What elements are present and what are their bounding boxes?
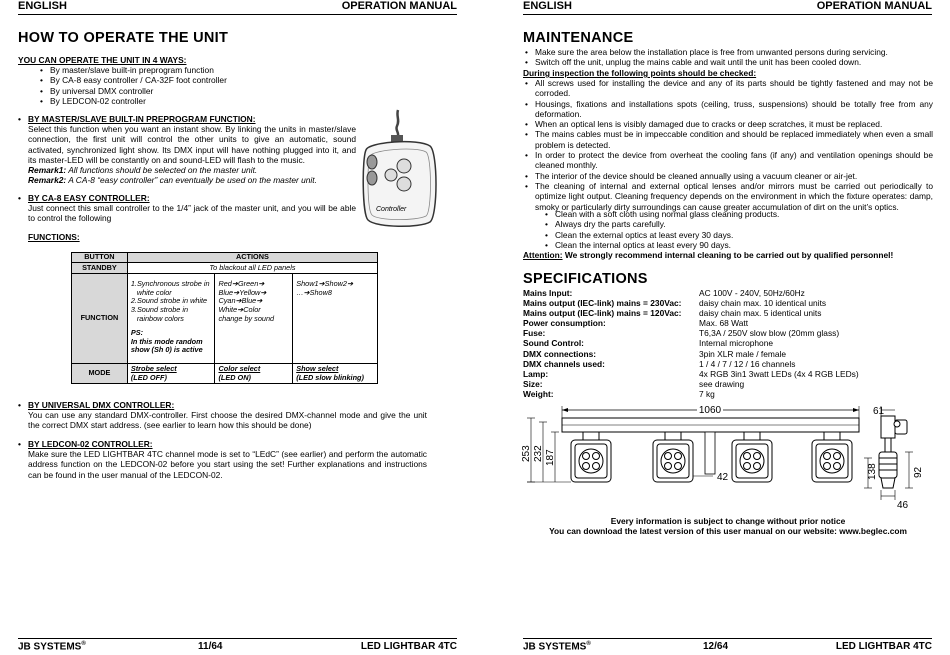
heading-text: BY UNIVERSAL DMX CONTROLLER: (28, 400, 175, 410)
remark-label: Remark2: (28, 175, 67, 186)
mode-strobe-cell (127, 364, 215, 384)
list-item: • Switch off the unit, unplug the mains cable and wait until the unit has been cooled down. (523, 57, 931, 67)
ways-heading: YOU CAN OPERATE THE UNIT IN 4 WAYS: (18, 55, 187, 65)
dim-gap-label: 42 (717, 472, 729, 483)
controller-label: Controller (376, 206, 407, 213)
cell-line: (LED OFF) (130, 372, 167, 382)
remark-text: A CA-8 “easy controller” can eventually be used on the master unit. (66, 175, 317, 186)
specifications-title: SPECIFICATIONS (523, 271, 648, 287)
section-heading-dmx (18, 400, 174, 410)
left-page (0, 0, 475, 654)
cell-line: Show1➔Show2➔ (296, 279, 354, 289)
section-title: MAINTENANCE (523, 30, 634, 46)
cell-line: show (Sh 0) is active (130, 345, 203, 355)
cell-line: In this mode random (130, 336, 203, 346)
table-header-row (72, 253, 378, 263)
cell-line: Red➔Green➔ (218, 279, 265, 289)
spec-row: Weight: 7 kg (523, 388, 715, 399)
show-actions-cell (293, 274, 378, 364)
heading-text: BY MASTER/SLAVE BUILT-IN PREPROGRAM FUNCTION: (28, 114, 256, 124)
header-actions: ACTIONS (127, 253, 377, 263)
section-heading-ledcon (18, 439, 153, 449)
row-label-mode: MODE (72, 364, 128, 384)
cell-line: (LED ON) (218, 372, 251, 382)
spec-row: Size: see drawing (523, 378, 745, 389)
bullet: • (18, 193, 21, 203)
notice-download: You can download the latest version of this user manual on our website: www.beglec.com (549, 526, 907, 536)
attention-note (523, 250, 893, 260)
list-item: • By CA-8 easy controller / CA-32F foot controller (38, 75, 227, 85)
spec-row: Lamp: 4x RGB 3in1 3watt LEDs (4x 4 RGB LEDs) (523, 368, 859, 379)
dim-h2-label: 232 (533, 445, 544, 462)
header-language: ENGLISH (523, 0, 572, 12)
cell-line: Show select (296, 364, 339, 374)
list-item: • Make sure the area below the installation place is free from unwanted persons during servicing. (523, 47, 931, 57)
dimension-drawing (519, 400, 939, 512)
cell-line: rainbow colors (136, 313, 184, 323)
inspection-heading: During inspection the following points should be checked: (523, 68, 757, 78)
header-manual-title: OPERATION MANUAL (816, 0, 932, 12)
list-item: • Always dry the parts carefully. (543, 219, 779, 229)
section-heading-master-slave (18, 114, 256, 124)
list-item: • The cleaning of internal and external optical lenses and/or mirrors must be carried out periodically to optimize light output. Cleaning frequency depends on the environment in which the fixture operates: damp, smoky or particularly dirty surroundings can cause greater accumulation of dirt on the unit’s optics. (523, 181, 933, 212)
master-slave-body (28, 124, 356, 186)
cell-line: white color (136, 287, 172, 297)
list-item: • Clean the external optics at least every 30 days. (543, 230, 779, 240)
dim-side-bottom-label: 46 (897, 500, 909, 511)
table-row (72, 274, 378, 364)
right-page (475, 0, 950, 654)
section-heading-ca8 (18, 193, 150, 203)
bullet: • (18, 114, 21, 124)
functions-table (71, 252, 378, 384)
cell-line: Color select (218, 364, 261, 374)
spec-row: DMX connections: 3pin XLR male / female (523, 348, 787, 359)
cell-line: 1.Synchronous strobe in (130, 279, 210, 289)
ledcon-body: Make sure the LED LIGHTBAR 4TC channel mode is set to “LEdC” (see earlier) and perform the automatic address function on the LEDCON-02 before you start using the set! Further explanations and instructions can be found in the user manual of the LEDCON-02. (28, 449, 427, 480)
notice-change: Every information is subject to change without prior notice (610, 516, 846, 526)
page-header (18, 0, 457, 15)
attention-text: We strongly recommend internal cleaning to be carried out by qualified personnel! (562, 250, 894, 260)
cell-line: White➔Color (218, 304, 261, 314)
row-label-standby: STANDBY (72, 262, 128, 274)
dim-side-h2-label: 92 (913, 466, 924, 478)
ways-list (38, 65, 227, 106)
list-item: • By LEDCON-02 controller (38, 96, 227, 106)
dim-side-h-label: 138 (867, 463, 878, 480)
list-item: • By master/slave built-in preprogram function (38, 65, 227, 75)
dmx-body: You can use any standard DMX-controller. First choose the desired DMX-channel mode and give the unit the correct DMX start address. (see earlier to learn how this should be done) (28, 410, 427, 431)
list-item: • When an optical lens is visibly damaged due to cracks or deep scratches, it must be replaced. (523, 119, 933, 129)
color-actions-cell (215, 274, 293, 364)
header-language: ENGLISH (18, 0, 67, 12)
page-footer (523, 638, 932, 655)
strobe-actions-cell (127, 274, 215, 364)
footer-page-number: 11/64 (198, 641, 223, 652)
footer-brand: JB SYSTEMS® (18, 641, 86, 653)
footer-page-number: 12/64 (703, 641, 729, 652)
mode-color-cell (215, 364, 293, 384)
table-row (72, 364, 378, 384)
remark-text: All functions should be selected on the master unit. (66, 165, 258, 176)
cell-line: 3.Sound strobe in (130, 304, 189, 314)
cell-line: PS: (130, 328, 144, 338)
cell-line: change by sound (218, 313, 275, 323)
bullet: • (18, 439, 21, 449)
header-button: BUTTON (72, 253, 128, 263)
list-item: • In order to protect the device from overheat the cooling fans (if any) and ventilation openings should be cleaned monthly. (523, 150, 933, 171)
body-text: Select this function when you want an instant show. By linking the units in master/slave connection, the first unit will control the other units to give an automatic, sound activated, synchronized light show. Its DMX input will have nothing plugged into it, and its master-LED will be constantly on and sound-LED will flash to the music. (28, 124, 356, 165)
list-item: • All screws used for installing the device and any of its parts should be tightly fastened and may not be corroded. (523, 78, 933, 99)
spec-row: Mains output (IEC-link) mains = 120Vac: daisy chain max. 5 identical units (523, 308, 822, 319)
page-header (523, 0, 932, 15)
inspection-list (523, 78, 933, 212)
spec-row: Fuse: T6,3A / 250V slow blow (20mm glass) (523, 328, 840, 339)
heading-text: BY LEDCON-02 CONTROLLER: (28, 439, 153, 449)
list-item: • The mains cables must be in impeccable condition and should be replaced immediately when even a small problem is detected. (523, 129, 933, 150)
maintenance-list (523, 47, 931, 68)
standby-action: To blackout all LED panels (127, 262, 377, 274)
bullet: • (18, 400, 21, 410)
cell-line: 2.Sound strobe in white (130, 296, 208, 306)
ca8-body: Just connect this small controller to the 1/4” jack of the master unit, and you will be able to control the following (28, 203, 356, 224)
cell-line: …➔Show8 (296, 287, 332, 297)
cell-line: Strobe select (130, 364, 177, 374)
spec-row: Mains Input: AC 100V - 240V, 50Hz/60Hz (523, 288, 805, 298)
dim-h1-label: 253 (521, 445, 532, 462)
cleaning-list (543, 209, 779, 250)
spec-row: Power consumption: Max. 68 Watt (523, 318, 749, 329)
specifications-list (523, 288, 933, 399)
list-item: • The interior of the device should be cleaned annually using a vacuum cleaner or air-jet. (523, 171, 933, 181)
heading-text: BY CA-8 EASY CONTROLLER: (28, 193, 150, 203)
list-item: • Clean with a soft cloth using normal glass cleaning products. (543, 209, 779, 219)
attention-label: Attention: (523, 250, 563, 260)
footer-product: LED LIGHTBAR 4TC (360, 641, 457, 652)
page-footer (18, 638, 457, 655)
footer-product: LED LIGHTBAR 4TC (835, 641, 932, 652)
row-label-function: FUNCTION (72, 274, 128, 364)
section-title: HOW TO OPERATE THE UNIT (18, 30, 229, 46)
cell-line: Blue➔Yellow➔ (218, 287, 267, 297)
footer-brand: JB SYSTEMS® (523, 641, 591, 653)
functions-heading: FUNCTIONS: (28, 232, 80, 242)
list-item: • Clean the internal optics at least every 90 days. (543, 240, 779, 250)
dim-side-top-label: 61 (873, 406, 885, 417)
remark-label: Remark1: (28, 165, 67, 176)
list-item: • Housings, fixations and installations spots (ceiling, truss, suspensions) should be totally free from any deformation. (523, 99, 933, 120)
spec-row: Sound Control: Internal microphone (523, 338, 774, 349)
side-view (879, 416, 907, 488)
spec-row: DMX channels used: 1 / 4 / 7 / 12 / 16 channels (523, 358, 796, 369)
cell-line: Cyan➔Blue➔ (218, 296, 263, 306)
dim-h3-label: 187 (545, 449, 556, 466)
ca8-controller-illustration (358, 108, 440, 228)
table-row (72, 262, 378, 274)
header-manual-title: OPERATION MANUAL (341, 0, 457, 12)
dim-width-label: 1060 (698, 405, 722, 416)
list-item: • By universal DMX controller (38, 86, 227, 96)
cell-line: (LED slow blinking) (296, 372, 364, 382)
mode-show-cell (293, 364, 378, 384)
spec-row: Mains output (IEC-link) mains = 230Vac: daisy chain max. 10 identical units (523, 298, 827, 309)
